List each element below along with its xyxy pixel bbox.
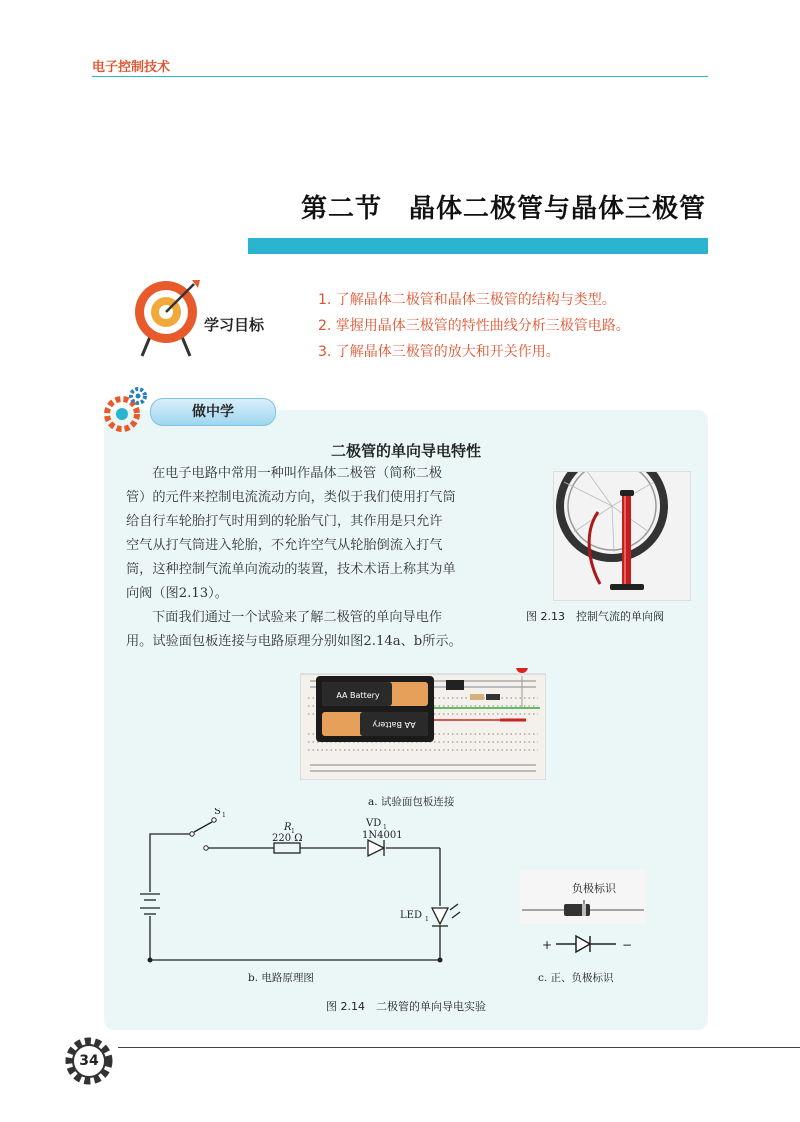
plus-sign: +: [542, 938, 553, 952]
breadboard-photo: [300, 668, 546, 780]
footer-rule: [118, 1047, 800, 1048]
section-title: 第二节 晶体二极管与晶体三极管: [300, 194, 706, 224]
page-number: 34: [79, 1053, 99, 1069]
objective-item: 2. 掌握用晶体三极管的特性曲线分析三极管电路。: [318, 318, 630, 334]
text-line: 给自行车轮胎打气时用到的轮胎气门，其作用是只允许: [126, 514, 443, 529]
text-line: 筒，这种控制气流单向流动的装置，技术术语上称其为单: [126, 562, 456, 577]
figure-2-14a-caption: a. 试验面包板连接: [368, 796, 455, 808]
resistor-subscript: 1: [291, 828, 295, 835]
diode-subscript: 1: [383, 824, 387, 831]
text-line: 下面我们通过一个试验来了解二极管的单向导电作: [152, 610, 443, 625]
figure-2-14-caption: 图 2.14 二极管的单向导电实验: [326, 1000, 486, 1013]
text-line: 空气从打气筒进入轮胎，不允许空气从轮胎倒流入打气: [126, 538, 443, 553]
diode-model: 1N4001: [362, 830, 403, 841]
activity-title: 二极管的单向导电特性: [330, 442, 481, 460]
bicycle-pump-photo: [553, 471, 691, 601]
objective-item: 1. 了解晶体二极管和晶体三极管的结构与类型。: [318, 292, 616, 308]
target-icon: [130, 276, 202, 358]
resistor-label: R: [284, 822, 292, 833]
book-title: 电子控制技术: [92, 60, 171, 75]
minus-sign: −: [622, 938, 633, 952]
led-subscript: 1: [425, 916, 429, 923]
header-rule: [92, 76, 708, 77]
objectives-label: 学习目标: [204, 316, 265, 334]
text-line: 向阀（图2.13）。: [126, 586, 228, 601]
circuit-diagram: [140, 808, 480, 978]
paragraph-1: [126, 462, 520, 606]
resistor-value: 220 Ω: [272, 833, 303, 844]
objective-item: 3. 了解晶体三极管的放大和开关作用。: [318, 344, 560, 360]
activity-tag: [150, 398, 276, 426]
led-label: LED: [400, 910, 422, 921]
figure-2-14c-caption: c. 正、负极标识: [538, 972, 614, 984]
gears-icon: [100, 386, 154, 434]
figure-2-14b-caption: b. 电路原理图: [248, 972, 314, 984]
section-title-bar: [248, 238, 708, 254]
text-line: 在电子电路中常用一种叫作晶体二极管（简称二极: [152, 466, 443, 481]
text-line: 用。试验面包板连接与电路原理分别如图2.14a、b所示。: [126, 634, 462, 649]
activity-tag-label: 做中学: [192, 404, 234, 420]
switch-subscript: 1: [222, 812, 226, 819]
battery-label: AA Battery: [336, 691, 380, 700]
battery-label: AA Battery: [372, 720, 416, 729]
figure-2-13-caption: 图 2.13 控制气流的单向阀: [526, 610, 664, 623]
diode-label: VD: [366, 818, 382, 829]
diode-polarity-figure: [520, 870, 650, 966]
negative-mark-label: 负极标识: [572, 882, 616, 895]
paragraph-2: [126, 606, 520, 654]
text-line: 管）的元件来控制电流流动方向，类似于我们使用打气筒: [126, 490, 456, 505]
switch-label: S: [214, 808, 221, 817]
